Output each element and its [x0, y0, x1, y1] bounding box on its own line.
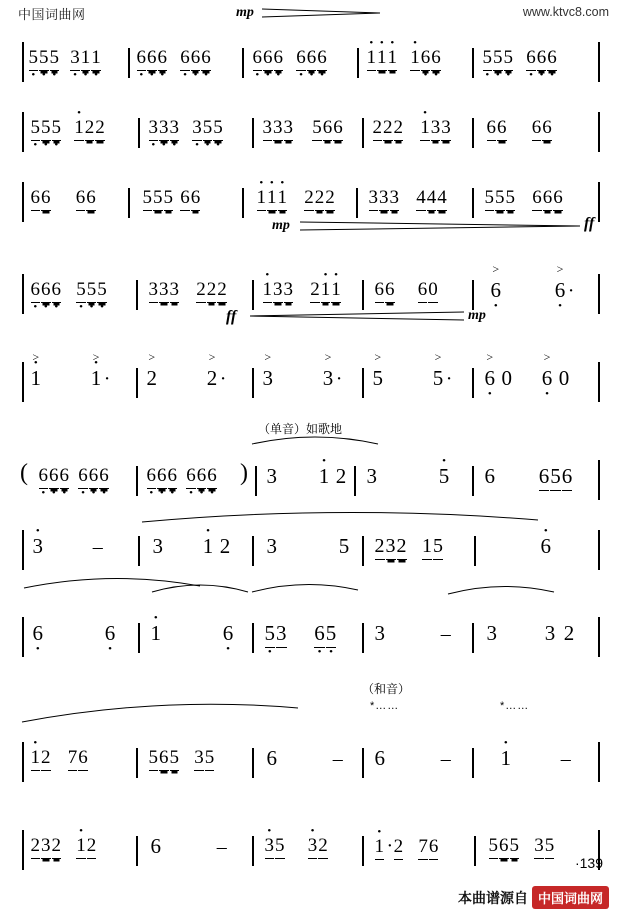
barline	[362, 623, 364, 653]
barline	[22, 830, 24, 870]
staff-system-5	[0, 350, 623, 422]
dynamic-ff-1: ff	[584, 215, 595, 232]
barline	[598, 182, 600, 222]
staff-system-8	[0, 605, 623, 677]
measure-notes: • 6	[540, 536, 552, 557]
barline	[472, 188, 474, 218]
measure-notes: > 3 > 3 ·	[262, 350, 343, 390]
page-number: ·139	[574, 855, 603, 871]
measure-notes: 5 •5 •5 • 6 •6 •6 •	[482, 48, 557, 71]
measure-notes: 5 •3 6 •5 •	[264, 623, 337, 648]
measure-notes: • 35 • 32	[264, 836, 328, 859]
measure-notes: • 133 2• 1• 1	[262, 280, 341, 303]
measure-notes: 3 • 5	[366, 466, 450, 487]
dynamic-mp-2: mp	[272, 218, 290, 233]
measure-notes: 565 35	[148, 748, 215, 771]
measure-notes: > 2 > 2 ·	[146, 350, 227, 390]
barline	[598, 742, 600, 782]
barline	[22, 617, 24, 657]
left-parenthesis: (	[20, 460, 28, 486]
barline	[472, 368, 474, 398]
barline	[598, 617, 600, 657]
decrescendo-hairpin	[250, 310, 466, 320]
measure-notes: 6 • 6 •	[32, 623, 116, 644]
accent-mark: >	[208, 350, 216, 364]
barline	[362, 836, 364, 866]
accent-mark: >	[492, 262, 500, 276]
source-badge: 中国词曲网	[532, 886, 609, 909]
barline	[22, 42, 24, 82]
harmonic-marker-2: *……	[500, 700, 530, 712]
staff-system-10	[0, 818, 623, 890]
measure-notes: • 12 76	[30, 748, 88, 771]
accent-mark: >	[486, 350, 494, 364]
tie-arc	[150, 578, 250, 594]
measure-notes: 333 222	[148, 280, 227, 303]
measure-notes: > 6 • > 6 • ·	[490, 280, 574, 301]
barline	[472, 623, 474, 653]
measure-notes: 66 66	[486, 118, 552, 141]
dynamic-ff-2: ff	[226, 308, 237, 325]
measure-notes: • 1 ·2 76	[374, 836, 439, 860]
barline	[252, 280, 254, 310]
barline	[22, 742, 24, 782]
right-parenthesis: )	[240, 460, 248, 486]
barline	[252, 748, 254, 778]
phrase-slur	[250, 432, 380, 446]
accent-mark: >	[434, 350, 442, 364]
accent-mark: >	[324, 350, 332, 364]
barline	[136, 466, 138, 496]
measure-notes: • 1 6 •	[150, 623, 234, 644]
measure-notes: 66 66	[30, 188, 96, 211]
barline	[138, 623, 140, 653]
accent-mark: >	[374, 350, 382, 364]
barline	[136, 280, 138, 310]
measure-notes: 6 •6 •6 • 6 •6 •6 •	[136, 48, 211, 71]
measure-notes: 333 566	[262, 118, 343, 141]
barline	[252, 368, 254, 398]
measure-notes: 6 •6 •6 • 6 •6 •6 •	[252, 48, 327, 71]
staff-system-1	[0, 30, 623, 102]
measure-notes: 6 –	[374, 746, 451, 770]
site-url-right: www.ktvc8.com	[522, 5, 609, 19]
measure-notes: 3 5	[266, 534, 350, 558]
barline	[138, 536, 140, 566]
barline	[242, 188, 244, 218]
measure-notes: 3 • 1 2	[152, 536, 231, 557]
accent-mark: • >	[32, 350, 40, 364]
source-attribution	[458, 886, 609, 909]
measure-notes: • 3 –	[32, 536, 105, 557]
dynamic-mp-1: mp	[236, 5, 254, 20]
measure-notes: 232 15	[374, 536, 444, 560]
measure-notes: 555 666	[484, 188, 563, 211]
barline	[598, 460, 600, 500]
measure-notes: 3 • 1 2	[266, 466, 347, 487]
barline	[356, 188, 358, 218]
staff-system-9	[0, 730, 623, 802]
barline	[474, 536, 476, 566]
barline	[136, 836, 138, 866]
measure-notes: • 1 –	[500, 748, 573, 769]
barline	[255, 466, 257, 496]
barline	[354, 466, 356, 496]
barline	[472, 48, 474, 78]
barline	[136, 368, 138, 398]
measure-notes: 6 •6 •6 • 5 •5 •5 •	[30, 280, 107, 303]
crescendo-hairpin-2	[300, 220, 582, 230]
site-name-left: 中国词曲网	[18, 7, 86, 22]
measure-notes: 6 –	[150, 834, 227, 858]
barline	[252, 623, 254, 653]
barline	[362, 280, 364, 310]
staff-system-2	[0, 100, 623, 172]
measure-notes: 3 •3 •3 • 3 •5 •5 •	[148, 118, 223, 141]
measure-notes: > 6 • 0 > 6 • 0	[484, 368, 570, 389]
source-label: 本曲谱源自	[457, 890, 528, 906]
accent-mark: >	[264, 350, 272, 364]
barline	[136, 748, 138, 778]
barline	[472, 748, 474, 778]
measure-notes: > 5 > 5 ·	[372, 350, 453, 390]
performance-note-solo: （单音）如歌地	[258, 422, 343, 436]
phrase-slur	[20, 700, 300, 724]
barline	[362, 748, 364, 778]
performance-note-harmony: （和音）	[362, 682, 411, 696]
crescendo-hairpin-1	[262, 8, 382, 18]
measure-notes: • 1• 1• 1 • 16 •6 •	[366, 48, 441, 71]
barline	[357, 48, 359, 78]
tie-arc	[446, 580, 556, 596]
measure-notes: • 1• 1• 1 222	[256, 188, 335, 211]
barline	[598, 530, 600, 570]
barline	[474, 836, 476, 866]
barline	[362, 118, 364, 148]
barline	[362, 368, 364, 398]
measure-notes: 3 –	[374, 621, 451, 645]
barline	[598, 362, 600, 402]
harmonic-marker-1: *……	[370, 700, 400, 712]
barline	[252, 836, 254, 866]
tie-arc	[250, 578, 360, 594]
measure-notes: 222 • 133	[372, 118, 451, 141]
measure-notes: 6 •6 •6 • 6 •6 •6 •	[38, 466, 109, 489]
measure-notes: 6 656	[484, 466, 573, 491]
barline	[598, 274, 600, 314]
barline	[598, 42, 600, 82]
measure-notes: 66 60	[374, 280, 438, 303]
barline	[598, 112, 600, 152]
barline	[242, 48, 244, 78]
accent-mark: • >	[92, 350, 100, 364]
measure-notes: 555 66	[142, 188, 201, 211]
measure-notes: 232 • 12	[30, 836, 97, 859]
barline	[22, 112, 24, 152]
measure-notes: 6 –	[266, 746, 343, 770]
barline	[22, 182, 24, 222]
measure-notes: • > 1 • > 1 ·	[30, 368, 110, 389]
measure-notes: 5 •5 •5 • • 122	[30, 118, 105, 141]
barline	[128, 188, 130, 218]
barline	[138, 118, 140, 148]
staff-system-4	[0, 262, 623, 334]
barline	[128, 48, 130, 78]
dynamic-mp-3: mp	[468, 308, 486, 323]
measure-notes: 333 444	[368, 188, 447, 211]
barline	[252, 118, 254, 148]
barline	[472, 118, 474, 148]
barline	[472, 466, 474, 496]
accent-mark: >	[543, 350, 551, 364]
measure-notes: 5 •5 •5 • 3 •1 •1 •	[28, 48, 101, 71]
measure-notes: 6 •6 •6 • 6 •6 •6 •	[146, 466, 217, 489]
barline	[252, 536, 254, 566]
barline	[22, 530, 24, 570]
accent-mark: >	[148, 350, 156, 364]
barline	[22, 362, 24, 402]
accent-mark: >	[556, 262, 564, 276]
barline	[472, 280, 474, 310]
measure-notes: 565 35	[488, 836, 555, 859]
barline	[22, 274, 24, 314]
measure-notes: 3 3 2	[486, 621, 575, 645]
barline	[362, 536, 364, 566]
